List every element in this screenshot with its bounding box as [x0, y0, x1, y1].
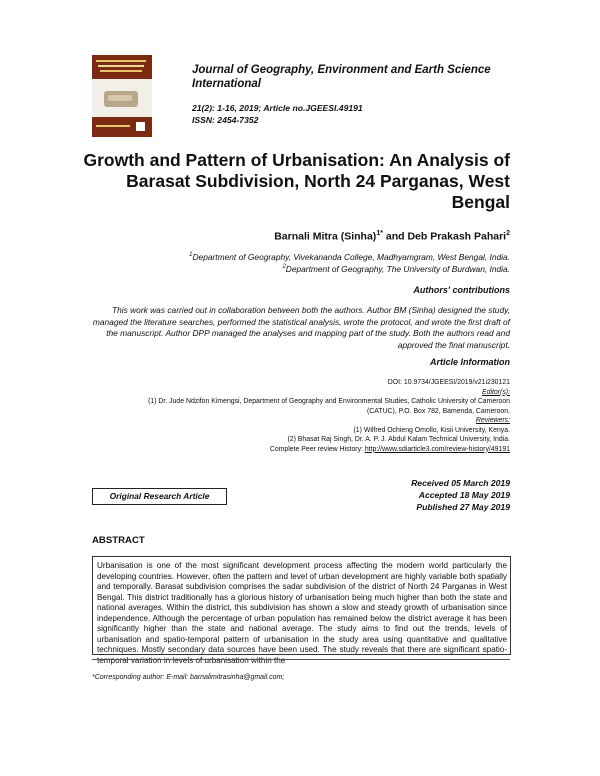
editor-entry-cont: (CATUC), P.O. Box 782, Bamenda, Cameroon.: [367, 407, 510, 415]
journal-logo: [92, 55, 152, 137]
doi: DOI: 10.9734/JGEESI/2019/v21i230121: [387, 379, 510, 386]
journal-name: Journal of Geography, Environment and Earth Science International: [192, 64, 491, 90]
abstract-heading: ABSTRACT: [92, 535, 145, 546]
affiliation: [282, 264, 510, 274]
affiliation: [189, 252, 510, 262]
paper-title: Growth and Pattern of Urbanisation: An Analysis of Barasat Subdivision, North 24 Parganas, West Bengal: [83, 150, 510, 212]
corresponding-author-footnote: *Corresponding author: E-mail: barnalimitrasinha@gmail.com;: [92, 674, 285, 681]
contributions-heading: Authors' contributions: [413, 285, 510, 295]
author-name: Deb Prakash Pahari: [407, 230, 507, 243]
reviewers-label: Reviewers:: [475, 417, 510, 424]
author-affiliation-marker: 1*: [376, 230, 383, 237]
journal-reference: 21(2): 1-16, 2019; Article no.JGEESI.49191: [192, 103, 363, 113]
article-info-heading: Article Information: [429, 357, 510, 367]
review-history-label: Complete Peer review History:: [269, 445, 365, 453]
editor-entry: (1) Dr. Jude Ndzifon Kimengsi, Department of Geography and Environmental Studies, Catholic University of Cameroon: [148, 398, 510, 405]
accepted-date: Accepted 18 May 2019: [418, 490, 510, 500]
abstract-text: Urbanisation is one of the most significant development process affecting the modern world particularly the developing countries. However, often the pattern and level of urban development are highly variable both spatially and temporally. Barasat subdivision comprises the sadar subdivision of the district of North 24 Parganas in West Bengal. This district traditionally has a glorious history of urbanisation being much higher than both the state and national averages. Within the district, this subdivision has shown a slow and steady growth of urbanisation since independence. Although the percentage of urban population has remained below the district average it has been significantly higher than the state and national average. The study aims to find out the trends, levels of urbanisation and spatio-temporal pattern of urbanisation in the study area using quantitative and qualitative techniques. Mostly secondary data sources have been used. The study reveals that there are significant spatio-temporal variation in levels of urbanisation within the: [92, 556, 511, 655]
affiliation-text: Department of Geography, Vivekananda College, Madhyamgram, West Bengal, India.: [192, 252, 510, 262]
review-history-link[interactable]: http://www.sdiarticle3.com/review-history/49191: [364, 445, 510, 453]
published-date: Published 27 May 2019: [416, 502, 510, 512]
author-affiliation-marker: 2: [506, 230, 510, 237]
author-separator: and: [382, 230, 408, 243]
article-type-badge: Original Research Article: [92, 488, 227, 505]
contributions-text: This work was carried out in collaboration between both the authors. Author BM (Sinha) designed the study, managed the literature searches, performed the statistical analysis, wrote the protocol, and wrote the first draft of the manuscript. Author DPP managed the analyses and mapping part of the study. Both the authors read and approved the final manuscript.: [92, 305, 510, 350]
reviewer-entry: (1) Wilfred Ochieng Omollo, Kisii University, Kenya.: [353, 426, 510, 434]
reviewer-entry: (2) Bhasat Raj Singh, Dr. A. P. J. Abdul Kalam Technical University, India.: [287, 436, 510, 443]
affiliation-text: Department of Geography, The University of Burdwan, India.: [285, 264, 510, 274]
author-name: Barnali Mitra (Sinha): [274, 230, 377, 243]
journal-issn: ISSN: 2454-7352: [192, 115, 259, 125]
affiliation-marker: 2: [282, 264, 286, 271]
footnote-divider: [92, 659, 510, 660]
affiliation-marker: 1: [189, 252, 193, 259]
editors-label: Editor(s):: [482, 388, 510, 396]
received-date: Received 05 March 2019: [411, 478, 510, 488]
review-history: [270, 445, 510, 455]
author-line: [274, 230, 510, 243]
